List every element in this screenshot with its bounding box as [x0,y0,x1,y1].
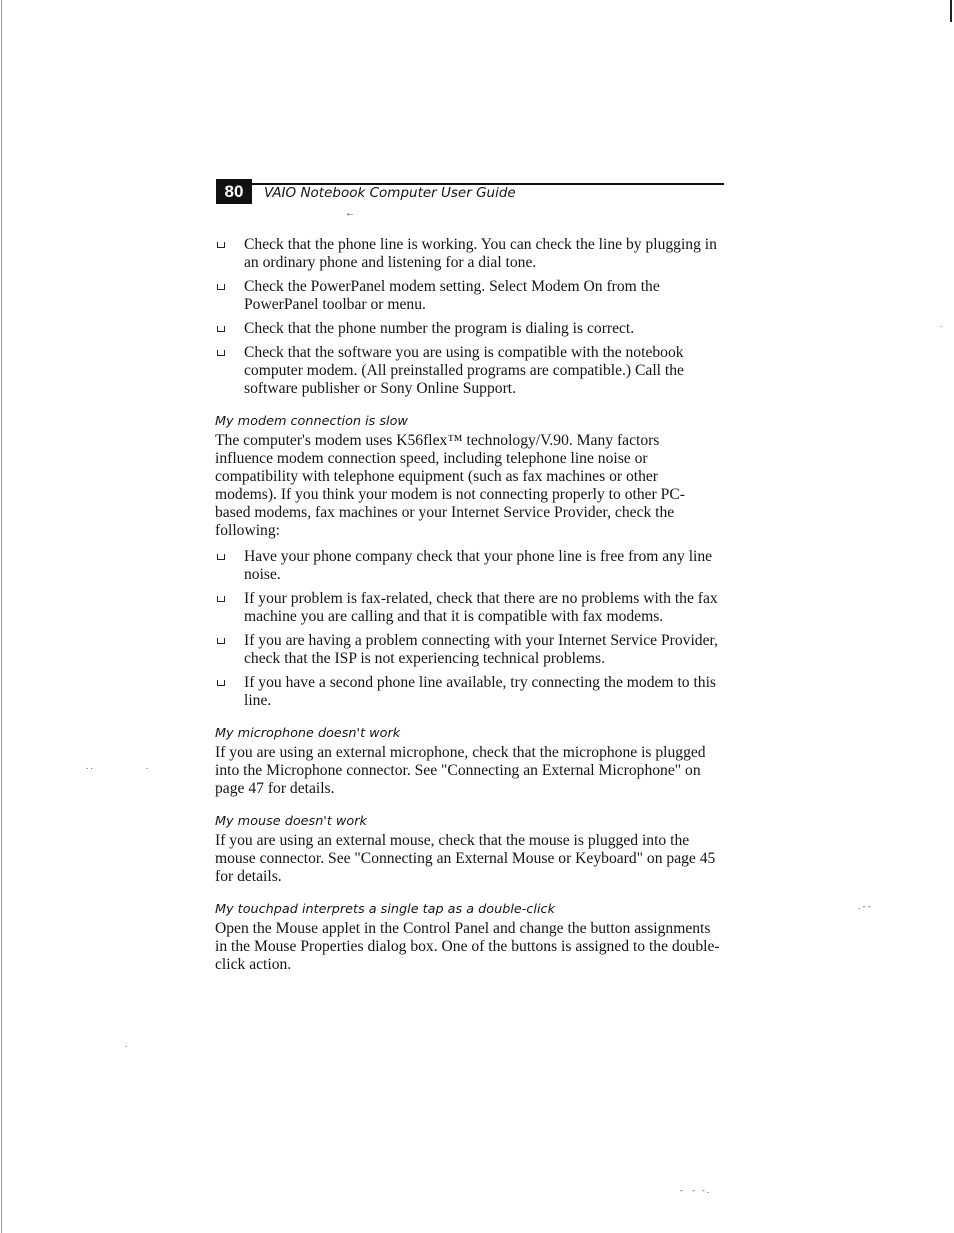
checkbox-bullet-icon [217,680,225,686]
list-item [215,548,720,584]
section-body-mouse: If you are using an external mouse, check that the mouse is plugged into the mouse connector. See "Connecting an External Mouse or Keyboard" on page 45 for details. [215,832,716,885]
list-item-text: Check that the phone line is working. You can check the line by plugging in an ordinary phone and listening for a dial tone. [244,236,717,271]
page-content [215,236,720,982]
list-item [215,632,720,668]
list-item-text: Have your phone company check that your phone line is free from any line noise. [244,548,713,583]
section-heading-mouse: My mouse doesn't work [215,814,367,829]
list-item [215,278,720,314]
scan-right-edge-mark [950,0,952,22]
page-header [216,179,724,205]
section-heading-microphone: My microphone doesn't work [215,726,401,741]
checkbox-bullet-icon [217,554,225,560]
list-item-text: If your problem is fax-related, check that there are no problems with the fax machine you are calling and that it is compatible with fax modems. [244,590,718,625]
scan-speck: . . [86,761,93,771]
list-item [215,674,720,710]
list-item [215,236,720,272]
list-item-text: Check that the software you are using is compatible with the notebook computer modem. (All preinstalled programs are compatible.) Call the software publisher or Sony Online Support. [244,344,684,397]
page-number: 80 [216,179,252,204]
list-item [215,590,720,626]
checkbox-bullet-icon [217,326,225,332]
scan-speck: . - - [858,901,871,911]
modem-slow-checklist [215,548,720,710]
list-item [215,320,720,338]
list-item-text: Check the PowerPanel modem setting. Select Modem On from the PowerPanel toolbar or menu. [244,278,660,313]
running-title: VAIO Notebook Computer User Guide [264,185,516,201]
list-item-text: If you have a second phone line available, try connecting the modem to this line. [244,674,717,709]
checkbox-bullet-icon [217,284,225,290]
list-item [215,344,720,398]
section-heading-touchpad: My touchpad interprets a single tap as a double-click [215,902,555,917]
section-body-touchpad: Open the Mouse applet in the Control Panel and change the button assignments in the Mouse Properties dialog box. One of the buttons is assigned to the double-click action. [215,920,720,973]
intro-checklist [215,236,720,398]
scan-speck: . [146,761,149,771]
section-heading-modem-slow: My modem connection is slow [215,414,408,429]
scan-left-edge [1,0,2,1233]
section-body-modem-slow: The computer's modem uses K56flex™ technology/V.90. Many factors influence modem connection speed, including telephone line noise or compatibility with telephone equipment (such as fax machines or other modems). If you think your modem is not connecting properly to other PC-based modems, fax machines or your Internet Service Provider, check the following: [215,432,685,539]
checkbox-bullet-icon [217,242,225,248]
scan-arrow-mark: ← [345,208,355,219]
section-body-microphone: If you are using an external microphone, check that the microphone is plugged into the Microphone connector. See "Connecting an External Microphone" on page 47 for details. [215,744,706,797]
checkbox-bullet-icon [217,638,225,644]
scan-speck: - - - . [680,1185,710,1195]
list-item-text: Check that the phone number the program is dialing is correct. [244,320,635,337]
scan-speck: . [125,1039,128,1049]
list-item-text: If you are having a problem connecting with your Internet Service Provider, check that the ISP is not experiencing technical problems. [244,632,718,667]
checkbox-bullet-icon [217,350,225,356]
checkbox-bullet-icon [217,596,225,602]
scan-speck: . [940,319,943,329]
